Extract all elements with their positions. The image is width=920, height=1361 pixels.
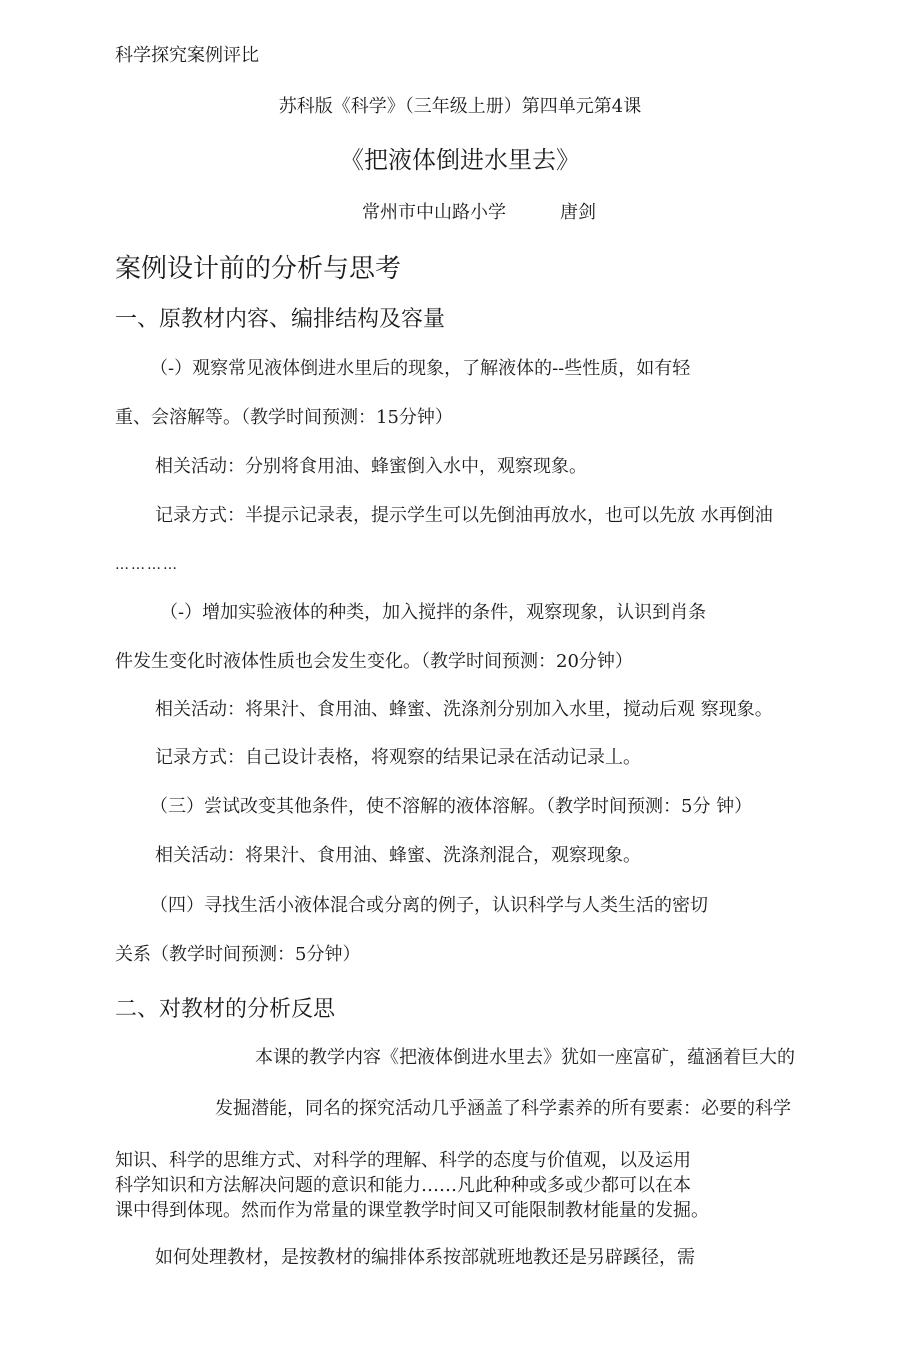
main-heading: 案例设计前的分析与思考: [115, 254, 402, 284]
ellipsis-line: …………: [115, 557, 179, 573]
running-title: 科学探究案例评比: [115, 45, 259, 66]
paragraph-line: （-）观察常见液体倒进水里后的现象，了解液体的--些性质，如有轻: [150, 358, 691, 379]
paragraph-line: （四）寻找生活小液体混合或分离的例子，认识科学与人类生活的密切: [150, 895, 708, 916]
paragraph-line: 相关活动：将果汁、食用油、蜂蜜、洗涤剂分别加入水里，搅动后观 察现象。: [155, 699, 773, 720]
section-2-heading: 二、对教材的分析反思: [115, 997, 336, 1022]
school-name: 常州市中山路小学: [362, 202, 506, 223]
author-name: 唐剑: [560, 202, 596, 223]
paragraph-line: 关系（教学时间预测：5分钟）: [115, 944, 361, 965]
paragraph-line: 相关活动：将果汁、食用油、蜂蜜、洗涤剂混合，观察现象。: [155, 845, 641, 866]
paragraph-line: 件发生变化时液体性质也会发生变化。（教学时间预测：20分钟）: [115, 651, 633, 672]
paragraph-line: 重、会溶解等。（教学时间预测：15分钟）: [115, 407, 453, 428]
lesson-title: 《把液体倒进水里去》: [340, 146, 580, 174]
paragraph-line: 课中得到体现。然而作为常量的课堂教学时间又可能限制教材能量的发掘。: [115, 1200, 709, 1221]
paragraph-line: 如何处理教材，是按教材的编排体系按部就班地教还是另辟蹊径，需: [155, 1247, 695, 1268]
section-1-heading: 一、原教材内容、编排结构及容量: [115, 307, 446, 332]
paragraph-line: 相关活动：分别将食用油、蜂蜜倒入水中，观察现象。: [155, 456, 587, 477]
paragraph-line: 本课的教学内容《把液体倒进水里去》犹如一座富矿，蕴涵着巨大的: [255, 1047, 795, 1068]
edition-line: 苏科版《科学》（三年级上册）第四单元第4课: [278, 96, 642, 117]
paragraph-line: （-）增加实验液体的种类，加入搅拌的条件，观察现象，认识到肖条: [160, 602, 707, 623]
paragraph-line: （三）尝试改变其他条件，使不溶解的液体溶解。（教学时间预测：5分 钟）: [150, 796, 753, 817]
paragraph-line: 发掘潜能，同名的探究活动几乎涵盖了科学素养的所有要素：必要的科学: [215, 1098, 791, 1119]
paragraph-line: 知识、科学的思维方式、对科学的理解、科学的态度与价值观，以及运用: [115, 1150, 691, 1171]
paragraph-line: 科学知识和方法解决问题的意识和能力……凡此种种或多或少都可以在本: [115, 1175, 691, 1196]
paragraph-line: 记录方式：半提示记录表，提示学生可以先倒油再放水，也可以先放 水再倒油: [155, 505, 773, 526]
paragraph-line: 记录方式：自己设计表格，将观察的结果记录在活动记录丄。: [155, 747, 641, 768]
